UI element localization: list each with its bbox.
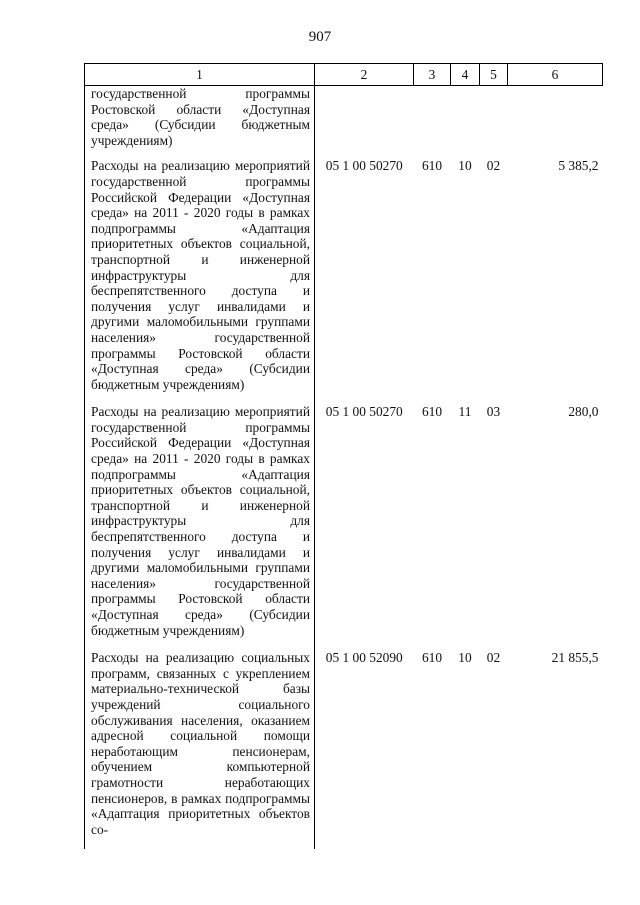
- row-pr: 02: [486, 650, 501, 666]
- table-row: [85, 650, 603, 849]
- header-col-6: 6: [508, 64, 603, 86]
- row-amount: 280,0: [568, 404, 599, 420]
- row-description: Расходы на реализацию социальных программ, связанных с укреплением материально-технической базы учреждений социального обслуживания населения, оказанием адресной социальной помощи неработающим пенсионерам, обучением компьютерной грамотности неработающих пенсионеров, в рамках подпрограммы «Адаптация приоритетных объектов со-: [85, 650, 315, 849]
- row-description: Расходы на реализацию мероприятий государственной программы Российской Федерации «Доступная среда» на 2011 - 2020 годы в рамках подпрограммы «Адаптация приоритетных объектов социальной, транспортной и инженерной инфраструктуры для беспрепятственного доступа и получения услуг инвалидами и другими маломобильными группами населения» государственной программы Ростовской области «Доступная среда» (Субсидии бюджетным учреждениям): [85, 404, 315, 650]
- row-vr: 610: [421, 158, 443, 174]
- row-amount: 21 855,5: [551, 650, 599, 666]
- table-row: [85, 86, 603, 159]
- row-vr: [414, 86, 451, 159]
- row-amount: [508, 86, 603, 159]
- row-pr: 03: [486, 404, 501, 420]
- row-csr: [315, 86, 414, 159]
- table-header: [85, 64, 603, 86]
- budget-table: [84, 63, 603, 849]
- row-pr: 02: [486, 158, 501, 174]
- row-csr: 05 1 00 50270: [325, 404, 403, 420]
- row-description: государственной программы Ростовской области «Доступная среда» (Субсидии бюджетным учреждениям): [85, 86, 315, 159]
- header-row: [85, 64, 603, 86]
- row-csr: 05 1 00 50270: [325, 158, 403, 174]
- header-col-3: 3: [414, 64, 451, 86]
- header-col-1: 1: [85, 64, 315, 86]
- page-number: 907: [308, 29, 332, 45]
- table-row: [85, 404, 603, 650]
- row-rz: [451, 86, 480, 159]
- table-body: [85, 86, 603, 850]
- row-rz: 11: [458, 404, 472, 420]
- header-col-2: 2: [315, 64, 414, 86]
- row-vr: 610: [421, 650, 443, 666]
- row-description: Расходы на реализацию мероприятий государственной программы Российской Федерации «Доступная среда» на 2011 - 2020 годы в рамках подпрограммы «Адаптация приоритетных объектов социальной, транспортной и инженерной инфраструктуры для беспрепятственного доступа и получения услуг инвалидами и другими маломобильными группами населения» государственной программы Ростовской области «Доступная среда» (Субсидии бюджетным учреждениям): [85, 158, 315, 404]
- row-vr: 610: [421, 404, 443, 420]
- row-amount: 5 385,2: [558, 158, 599, 174]
- row-rz: 10: [458, 650, 472, 666]
- row-pr: [480, 86, 508, 159]
- table-row: [85, 158, 603, 404]
- header-col-5: 5: [480, 64, 508, 86]
- row-rz: 10: [458, 158, 472, 174]
- row-csr: 05 1 00 52090: [325, 650, 403, 666]
- header-col-4: 4: [451, 64, 480, 86]
